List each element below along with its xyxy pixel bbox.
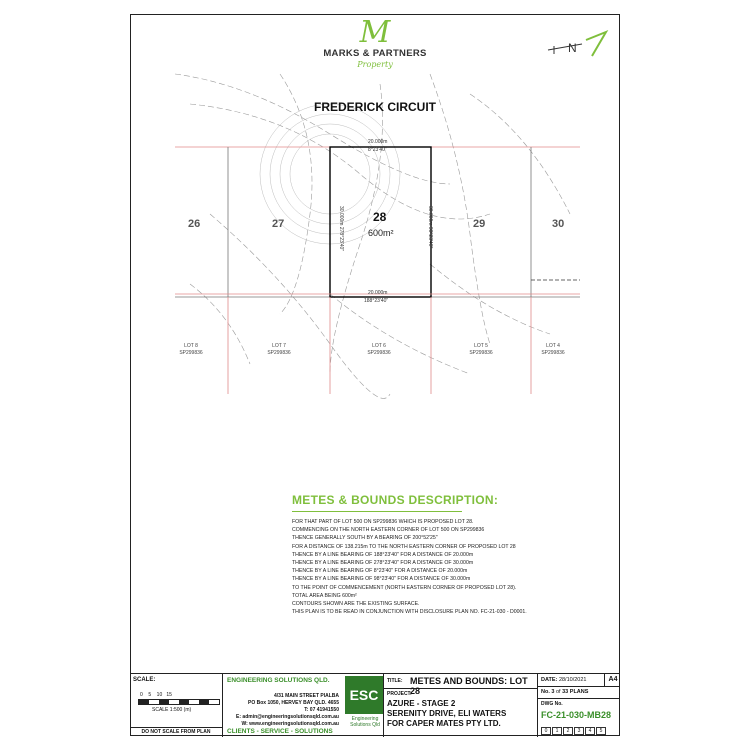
esc-logo-subtitle: Engineering Solutions Qld <box>350 716 380 728</box>
description-body: FOR THAT PART OF LOT 500 ON SP299836 WHICH IS PROPOSED LOT 28. COMMENCING ON THE NORTH EASTERN CORNER OF LOT 500 ON SP299836 THENCE GENERALLY SOUTH BY A BEARING OF 200°52'25" FOR A DISTANCE OF 138.215m TO THE NORTH EASTERN CORNER OF PROPOSED LOT 28 THENCE BY A LINE BEARING OF 188°23'40" FOR A DISTANCE OF 20.000m THENCE BY A LINE BEARING OF 278°23'40" FOR A DISTANCE OF 30.000m THENCE BY A LINE BEARING OF 8°23'40" FOR A DISTANCE OF 20.000m THENCE BY A LINE BEARING OF 98°23'40" FOR A DISTANCE OF 30.000m TO THE POINT OF COMMENCEMENT (NORTH EASTERN CORNER OF PROPOSED LOT 28). TOTAL AREA BEING 600m² CONTOURS SHOWN ARE THE EXISTING SURFACE. THIS PLAN IS TO BE READ IN CONJUNCTION WITH DISCLOSURE PLAN NO. FC-21-030 - D0001. <box>292 519 527 616</box>
sp-lot-8: LOT 8 SP299836 <box>179 343 203 356</box>
date: DATE: 28/10/2021 <box>541 677 587 683</box>
logo-name: MARKS & PARTNERS <box>323 48 427 59</box>
sp-lot-5: LOT 5 SP299836 <box>469 343 493 356</box>
company-cell: ENGINEERING SOLUTIONS QLD. 4/31 MAIN STREET PIALBA PO Box 1050, HERVEY BAY QLD. 4655 T: 07 41941550 E: admin@engineeringsolutionsqld.com.au W: www.engineeringsolutionsqld.com.au CLIENTS - SERVICE - SOLUTIONS <box>227 677 339 735</box>
description-underline <box>292 511 462 512</box>
top-length: 20.000m <box>368 139 388 145</box>
left-dimension: 30.000m 278°23'40" <box>338 206 344 252</box>
sp-lot-4: LOT 4 SP299836 <box>541 343 565 356</box>
no-scale-note: DO NOT SCALE FROM PLAN <box>130 727 222 737</box>
company-tagline: CLIENTS - SERVICE - SOLUTIONS <box>227 728 333 735</box>
north-label: N <box>568 41 577 55</box>
scale-cell: SCALE: 0 5 10 15 SCALE 1:500 (m) DO NOT SCALE FROM PLAN <box>130 674 223 737</box>
bottom-bearing: 188°23'40" <box>364 298 389 304</box>
lot-28-label: 28 <box>373 210 387 224</box>
lot-30-label: 30 <box>552 218 565 230</box>
drawing-info-cell: DATE: 28/10/2021 A4 No. 3 of 33 PLANS DWG No. FC-21-030-MB28 0 1 2 3 4 5 <box>538 674 620 737</box>
marks-partners-logo <box>300 15 450 70</box>
title-block <box>130 673 620 737</box>
lot-28-area: 600m² <box>368 228 394 238</box>
company-address: 4/31 MAIN STREET PIALBA PO Box 1050, HERVEY BAY QLD. 4655 T: 07 41941550 E: admin@engineeringsolutionsqld.com.au W: www.engineeringsolutionsqld.com.au <box>236 693 339 727</box>
revision-boxes: 0 1 2 3 4 5 <box>541 727 607 735</box>
esc-logo: ESC <box>345 676 383 714</box>
description-title: METES & BOUNDS DESCRIPTION: <box>292 493 499 507</box>
sp-lot-6: LOT 6 SP299836 <box>367 343 391 356</box>
sheet-size: A4 <box>604 674 621 686</box>
bottom-length: 20.000m <box>368 290 388 296</box>
north-arrow-icon <box>546 28 612 64</box>
lot-27-label: 27 <box>272 218 285 230</box>
lot-26-label: 26 <box>188 218 201 230</box>
lot-29-label: 29 <box>473 218 486 230</box>
sp-lot-7: LOT 7 SP299836 <box>267 343 291 356</box>
logo-mark: M <box>359 15 391 50</box>
drawing-title: METES AND BOUNDS: LOT 28 <box>410 676 528 696</box>
street-name: FREDERICK CIRCUIT <box>314 100 436 114</box>
site-plan <box>130 14 620 494</box>
title-cell: TITLE: METES AND BOUNDS: LOT 28 PROJECT: AZURE - STAGE 2 SERENITY DRIVE, ELI WATERS FOR CAPER MATES PTY LTD. <box>384 674 538 737</box>
logo-subtitle: Property <box>357 60 393 69</box>
top-bearing: 8°23'40" <box>368 147 387 153</box>
drawing-number: FC-21-030-MB28 <box>541 710 612 720</box>
scale-bar <box>138 699 220 705</box>
sheet-number: No. 3 of 33 PLANS <box>541 689 589 695</box>
right-dimension: 30.000m 98°23'40" <box>427 206 433 249</box>
project-details: AZURE - STAGE 2 SERENITY DRIVE, ELI WATERS FOR CAPER MATES PTY LTD. <box>387 699 507 728</box>
